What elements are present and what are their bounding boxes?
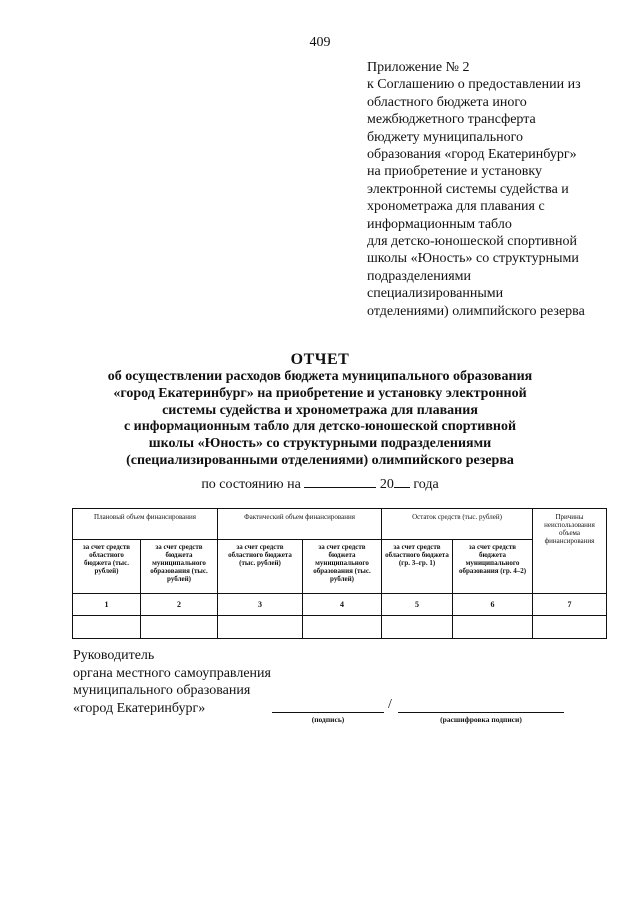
appendix-line: специализированными (367, 286, 504, 302)
appendix-line: для детско-юношеской спортивной (367, 234, 577, 250)
subheader-cell: за счет средств бюджета муниципального образования (гр. 4–2) (453, 540, 533, 594)
year-blank (394, 475, 410, 488)
subheader-cell: за счет средств бюджета муниципального образования (тыс. рублей) (141, 540, 218, 594)
appendix-line: образования «город Екатеринбург» (367, 147, 577, 163)
empty-data-cell (453, 616, 533, 639)
signature-underline (272, 712, 384, 713)
appendix-line: на приобретение и установку (367, 164, 542, 180)
column-number: 4 (303, 594, 382, 616)
appendix-line: подразделениями (367, 268, 472, 284)
appendix-line: Приложение № 2 (367, 60, 470, 75)
appendix-line: межбюджетного трансферта (367, 112, 536, 128)
column-number: 5 (382, 594, 453, 616)
signature-block (73, 647, 271, 717)
report-subtitle-line: с информационным табло для детско-юношеской спортивной (123, 419, 517, 435)
empty-data-cell (218, 616, 303, 639)
as-of-year-prefix: 20 (379, 477, 394, 492)
appendix-line: хронометража для плавания с (367, 199, 545, 215)
report-subtitle-line: об осуществлении расходов бюджета муниципального образования (107, 369, 533, 384)
appendix-line: бюджету муниципального (367, 129, 524, 145)
signatory-line: «город Екатеринбург» (73, 700, 206, 716)
appendix-line: к Соглашению о предоставлении из (367, 77, 581, 93)
subheader-cell: за счет средств областного бюджета (тыс. рублей) (73, 540, 141, 594)
report-subtitle-line: системы судейства и хронометража для плавания (162, 402, 478, 418)
header-reasons-unused: Причины неиспользования объема финансирования (533, 509, 607, 594)
empty-data-cell (141, 616, 218, 639)
as-of-suffix: года (413, 477, 439, 492)
page-number: 409 (309, 35, 331, 50)
column-number: 3 (218, 594, 303, 616)
report-subtitle-line: «город Екатеринбург» на приобретение и установку электронной (113, 385, 527, 401)
appendix-line: информационным табло (367, 216, 512, 232)
column-number: 7 (533, 594, 607, 616)
subheader-cell: за счет средств областного бюджета (тыс. рублей) (218, 540, 303, 594)
decoding-caption: (расшифровка подписи) (440, 715, 522, 724)
appendix-line: электронной системы судейства и (367, 181, 569, 197)
signatory-line: органа местного самоуправления (73, 665, 271, 681)
report-title: ОТЧЕТ (290, 351, 350, 368)
appendix-line: областного бюджета иного (367, 94, 527, 110)
signature-caption: (подпись) (311, 715, 345, 724)
subheader-cell: за счет средств бюджета муниципального образования (тыс. рублей) (303, 540, 382, 594)
appendix-line: отделениями) олимпийского резерва (367, 303, 585, 319)
as-of-prefix: по состоянию на (201, 477, 301, 492)
signatory-line: Руководитель (73, 648, 155, 663)
column-number: 6 (453, 594, 533, 616)
header-actual-financing: Фактический объем финансирования (218, 509, 382, 540)
header-remaining-funds: Остаток средств (тыс. рублей) (382, 509, 533, 540)
report-subtitle-line: (специализированными отделениями) олимпийского резерва (126, 452, 514, 468)
empty-data-cell (533, 616, 607, 639)
header-planned-financing: Плановый объем финансирования (73, 509, 218, 540)
empty-data-cell (73, 616, 141, 639)
column-number: 1 (73, 594, 141, 616)
report-subtitle-line: школы «Юность» со структурными подразделениями (148, 436, 492, 452)
subheader-cell: за счет средств областного бюджета (гр. 3–гр. 1) (382, 540, 453, 594)
empty-data-cell (303, 616, 382, 639)
slash-separator: / (388, 697, 392, 712)
as-of-date-line (0, 475, 640, 493)
signatory-line: муниципального образования (73, 683, 251, 698)
date-blank (304, 475, 376, 488)
report-table (72, 508, 607, 639)
decoding-underline (398, 712, 564, 713)
column-number: 2 (141, 594, 218, 616)
appendix-block (367, 59, 627, 320)
report-heading (0, 350, 640, 470)
appendix-line: школы «Юность» со структурными (367, 251, 579, 267)
empty-data-cell (382, 616, 453, 639)
